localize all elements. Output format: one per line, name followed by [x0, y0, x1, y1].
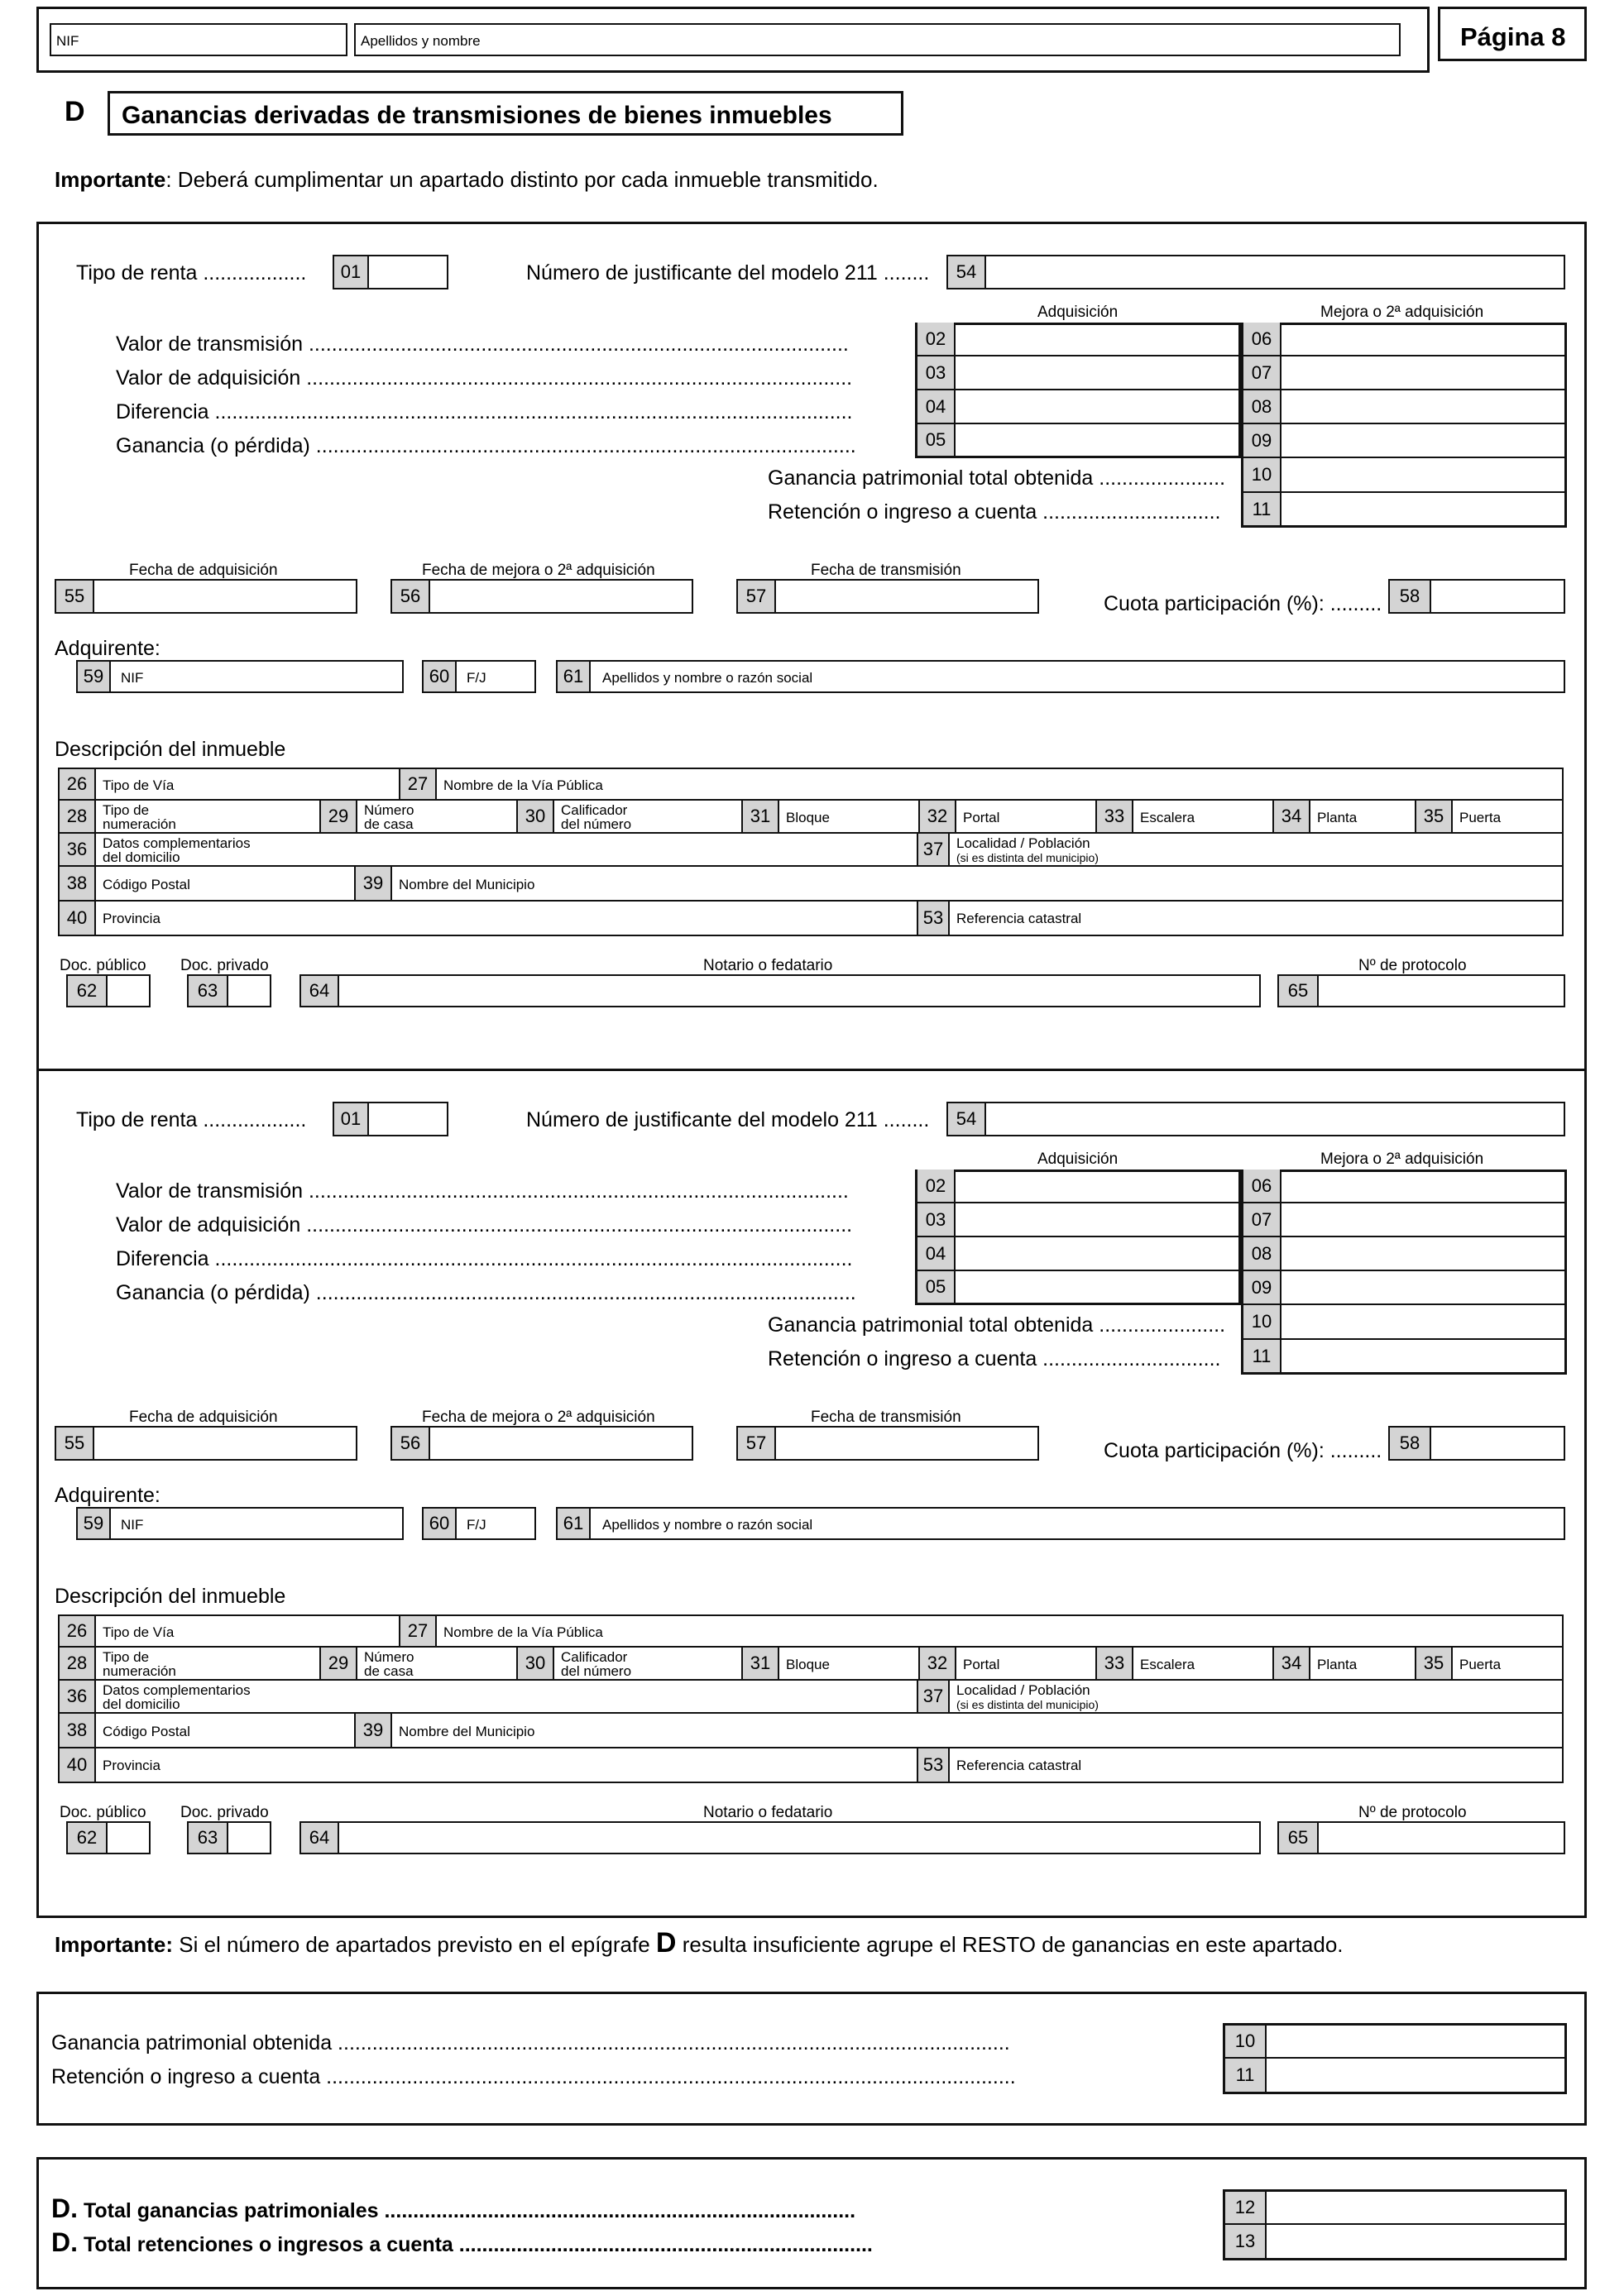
field-39[interactable]	[356, 1714, 1562, 1748]
planta-label: Planta	[1317, 1657, 1358, 1672]
code-06: 06	[1243, 1170, 1281, 1202]
code-32: 32	[920, 801, 956, 832]
code-38: 38	[60, 1714, 96, 1747]
code-55: 55	[56, 581, 94, 612]
section-title: Ganancias derivadas de transmisiones de bienes inmuebles	[122, 102, 832, 129]
bloque-label: Bloque	[786, 1657, 830, 1672]
codigo-postal-label: Código Postal	[103, 1724, 190, 1739]
nombre-via-label: Nombre de la Vía Pública	[443, 1624, 603, 1640]
total-ganancias-row	[51, 2195, 1210, 2222]
resto-code-10: 10	[1225, 2026, 1267, 2057]
code-35: 35	[1416, 1648, 1453, 1679]
numero-casa-line1: Número	[364, 1649, 414, 1665]
code-37: 37	[918, 834, 950, 865]
code-04: 04	[917, 390, 956, 423]
portal-label: Portal	[963, 1657, 1000, 1672]
fecha-adquisicion-label: Fecha de adquisición	[129, 1409, 278, 1426]
code-40: 40	[60, 1748, 96, 1782]
code-61: 61	[558, 662, 591, 691]
field-35[interactable]	[1416, 801, 1562, 834]
protocolo-label: Nº de protocolo	[1358, 1804, 1467, 1821]
field-12[interactable]	[1223, 2189, 1567, 2225]
code-64: 64	[301, 1823, 339, 1853]
field-54[interactable]	[946, 1102, 1565, 1136]
nombre-via-label: Nombre de la Vía Pública	[443, 777, 603, 793]
localidad-line2: (si es distinta del municipio)	[956, 1698, 1099, 1711]
code-31: 31	[743, 801, 779, 832]
field-01[interactable]	[333, 255, 448, 289]
code-34: 34	[1274, 801, 1310, 832]
important-bottom-text2: resulta insuficiente agrupe el RESTO de ganancias en este apartado.	[676, 1932, 1344, 1957]
field-30[interactable]	[518, 801, 743, 834]
code-36: 36	[60, 834, 96, 865]
datos-complementarios-line1: Datos complementarios	[103, 835, 251, 851]
localidad-line2: (si es distinta del municipio)	[956, 851, 1099, 864]
apellidos-razon-sublabel: Apellidos y nombre o razón social	[602, 1517, 813, 1533]
field-53[interactable]	[918, 1748, 1562, 1782]
field-58[interactable]	[1388, 1426, 1565, 1461]
name-field[interactable]	[354, 23, 1401, 56]
tipo-numeracion-line2: numeración	[103, 1663, 176, 1679]
code-10: 10	[1243, 1305, 1281, 1338]
important-bottom	[55, 1929, 1344, 1957]
code-60: 60	[424, 1509, 457, 1538]
code-07: 07	[1243, 356, 1281, 389]
field-03[interactable]	[915, 356, 1241, 390]
field-37[interactable]	[918, 834, 1562, 867]
localidad-line1: Localidad / Población	[956, 1682, 1090, 1698]
cuota-label: Cuota participación (%): .........	[1104, 1439, 1382, 1462]
referencia-catastral-label: Referencia catastral	[956, 1758, 1082, 1773]
code-56: 56	[392, 1428, 430, 1459]
field-63[interactable]	[187, 974, 271, 1007]
code-03: 03	[917, 356, 956, 389]
field-27[interactable]	[400, 1616, 1562, 1648]
code-56: 56	[392, 581, 430, 612]
code-29: 29	[321, 1648, 357, 1679]
localidad-line1: Localidad / Población	[956, 835, 1090, 851]
mejora-header: Mejora o 2ª adquisición	[1320, 1150, 1484, 1168]
code-04: 04	[917, 1237, 956, 1270]
ganancia-total-label: Ganancia patrimonial total obtenida ......................	[768, 466, 1226, 490]
important-bottom-letter: D	[655, 1927, 677, 1959]
field-55[interactable]	[55, 579, 357, 614]
total-retenciones-label: Total retenciones o ingresos a cuenta ........................................................................	[83, 2233, 873, 2255]
field-13[interactable]	[1223, 2225, 1567, 2260]
code-37: 37	[918, 1681, 950, 1712]
code-10: 10	[1243, 458, 1281, 491]
field-58[interactable]	[1388, 579, 1565, 614]
field-27[interactable]	[400, 769, 1562, 801]
resto-retencion-label: Retención o ingreso a cuenta ........................................................................................................................	[51, 2067, 1016, 2088]
field-29[interactable]	[321, 801, 518, 834]
code-02: 02	[917, 323, 956, 355]
adquirente-label: Adquirente:	[55, 637, 160, 660]
calificador-line1: Calificador	[561, 1649, 628, 1665]
field-07[interactable]	[1241, 356, 1567, 390]
code-03: 03	[917, 1203, 956, 1236]
bloque-label: Bloque	[786, 810, 830, 825]
code-39: 39	[356, 1714, 392, 1747]
code-65: 65	[1279, 976, 1319, 1006]
code-02: 02	[917, 1170, 956, 1202]
field-65[interactable]	[1277, 1821, 1565, 1854]
fj-sublabel: F/J	[467, 670, 486, 686]
code-53: 53	[918, 1748, 950, 1782]
field-33[interactable]	[1097, 801, 1274, 834]
tipo-numeracion-line2: numeración	[103, 816, 176, 832]
code-60: 60	[424, 662, 457, 691]
doc-publico-label: Doc. público	[60, 1804, 146, 1821]
valor-adquisicion-label: Valor de adquisición ...............................................................................................	[116, 1215, 853, 1236]
descripcion-label: Descripción del inmueble	[55, 738, 286, 761]
field-09[interactable]	[1241, 1271, 1567, 1305]
code-34: 34	[1274, 1648, 1310, 1679]
field-04[interactable]	[915, 1237, 1241, 1271]
field-64[interactable]	[299, 1821, 1261, 1854]
transmission-block-2	[0, 1069, 1624, 1918]
mejora-header: Mejora o 2ª adquisición	[1320, 304, 1484, 321]
transmission-block-1	[0, 222, 1624, 1071]
ganancia-total-label: Ganancia patrimonial total obtenida ......................	[768, 1313, 1226, 1337]
code-65: 65	[1279, 1823, 1319, 1853]
nif-sublabel: NIF	[121, 1517, 144, 1533]
code-62: 62	[68, 976, 108, 1006]
field-59[interactable]	[76, 660, 404, 693]
field-34[interactable]	[1274, 801, 1416, 834]
calificador-line2: del número	[561, 816, 632, 832]
field-57[interactable]	[736, 1426, 1039, 1461]
cuota-label: Cuota participación (%): .........	[1104, 592, 1382, 615]
field-56[interactable]	[390, 1426, 693, 1461]
code-26: 26	[60, 769, 96, 799]
resto-field-11[interactable]	[1223, 2059, 1567, 2094]
code-06: 06	[1243, 323, 1281, 355]
code-61: 61	[558, 1509, 591, 1538]
field-30[interactable]	[518, 1648, 743, 1681]
provincia-label: Provincia	[103, 1758, 160, 1773]
code-58: 58	[1390, 1428, 1431, 1459]
code-08: 08	[1243, 390, 1281, 423]
code-33: 33	[1097, 801, 1133, 832]
section-letter: D	[65, 96, 85, 127]
tipo-renta-label: Tipo de renta ..................	[76, 1108, 307, 1131]
tipo-renta-label: Tipo de renta ..................	[76, 261, 307, 285]
code-64: 64	[301, 976, 339, 1006]
code-31: 31	[743, 1648, 779, 1679]
num-justificante-label: Número de justificante del modelo 211 ........	[526, 1108, 930, 1131]
numero-casa-line2: de casa	[364, 1663, 414, 1679]
code-54: 54	[948, 1103, 986, 1135]
code-38: 38	[60, 867, 96, 900]
adquisicion-header: Adquisición	[1037, 304, 1119, 321]
total-retenciones-letter: D.	[51, 2229, 78, 2255]
code-63: 63	[189, 1823, 228, 1853]
important-bottom-bold: Importante:	[55, 1932, 173, 1957]
field-59[interactable]	[76, 1507, 404, 1540]
datos-complementarios-line2: del domicilio	[103, 1696, 180, 1712]
apellidos-razon-sublabel: Apellidos y nombre o razón social	[602, 670, 813, 686]
tipo-numeracion-line1: Tipo de	[103, 802, 150, 818]
total-ganancias-letter: D.	[51, 2195, 78, 2222]
code-01: 01	[334, 256, 369, 288]
field-08[interactable]	[1241, 1237, 1567, 1271]
escalera-label: Escalera	[1140, 1657, 1195, 1672]
field-29[interactable]	[321, 1648, 518, 1681]
field-09[interactable]	[1241, 424, 1567, 458]
fecha-transmision-label: Fecha de transmisión	[811, 1409, 961, 1426]
code-59: 59	[78, 662, 111, 691]
code-59: 59	[78, 1509, 111, 1538]
fecha-mejora-label: Fecha de mejora o 2ª adquisición	[422, 562, 655, 579]
code-30: 30	[518, 1648, 554, 1679]
field-37[interactable]	[918, 1681, 1562, 1714]
doc-privado-label: Doc. privado	[180, 1804, 269, 1821]
doc-privado-label: Doc. privado	[180, 957, 269, 974]
code-09: 09	[1243, 1271, 1281, 1303]
retencion-label: Retención o ingreso a cuenta ...............................	[768, 500, 1221, 524]
notario-label: Notario o fedatario	[703, 1804, 833, 1821]
field-36[interactable]	[60, 834, 918, 867]
field-60[interactable]	[422, 1507, 536, 1540]
field-62[interactable]	[66, 1821, 151, 1854]
total-retenciones-row	[51, 2229, 1210, 2255]
code-36: 36	[60, 1681, 96, 1712]
section-title-box	[108, 91, 903, 136]
page-number: Página 8	[1460, 22, 1566, 51]
nif-field[interactable]	[50, 23, 347, 56]
codigo-postal-label: Código Postal	[103, 877, 190, 892]
tipo-numeracion-line1: Tipo de	[103, 1649, 150, 1665]
num-justificante-label: Número de justificante del modelo 211 ........	[526, 261, 930, 285]
code-32: 32	[920, 1648, 956, 1679]
code-55: 55	[56, 1428, 94, 1459]
field-53[interactable]	[918, 902, 1562, 935]
important-top-text: : Deberá cumplimentar un apartado distinto por cada inmueble transmitido.	[165, 167, 879, 192]
field-10[interactable]	[1241, 1305, 1567, 1340]
important-top-bold: Importante	[55, 167, 166, 192]
field-62[interactable]	[66, 974, 151, 1007]
code-08: 08	[1243, 1237, 1281, 1270]
code-11: 11	[1243, 1340, 1281, 1372]
field-56[interactable]	[390, 579, 693, 614]
field-06[interactable]	[1241, 323, 1567, 356]
code-35: 35	[1416, 801, 1453, 832]
code-63: 63	[189, 976, 228, 1006]
valor-adquisicion-label: Valor de adquisición ...............................................................................................	[116, 368, 853, 389]
tipo-via-label: Tipo de Vía	[103, 1624, 175, 1640]
numero-casa-line2: de casa	[364, 816, 414, 832]
field-61[interactable]	[556, 660, 1565, 693]
nif-sublabel: NIF	[121, 670, 144, 686]
provincia-label: Provincia	[103, 911, 160, 926]
adquisicion-header: Adquisición	[1037, 1150, 1119, 1168]
code-13: 13	[1225, 2225, 1267, 2258]
fecha-adquisicion-label: Fecha de adquisición	[129, 562, 278, 579]
field-34[interactable]	[1274, 1648, 1416, 1681]
calificador-line2: del número	[561, 1663, 632, 1679]
code-54: 54	[948, 256, 986, 288]
field-28[interactable]	[60, 1648, 321, 1681]
field-55[interactable]	[55, 1426, 357, 1461]
field-61[interactable]	[556, 1507, 1565, 1540]
numero-casa-line1: Número	[364, 802, 414, 818]
field-10[interactable]	[1241, 458, 1567, 493]
field-36[interactable]	[60, 1681, 918, 1714]
retencion-label: Retención o ingreso a cuenta ...............................	[768, 1347, 1221, 1370]
code-26: 26	[60, 1616, 96, 1646]
valor-transmision-label: Valor de transmisión ..............................................................................................	[116, 1181, 849, 1202]
ganancia-label: Ganancia (o pérdida) ..............................................................................................	[116, 1283, 856, 1303]
important-top	[55, 169, 879, 190]
code-40: 40	[60, 902, 96, 935]
code-28: 28	[60, 1648, 96, 1679]
datos-complementarios-line1: Datos complementarios	[103, 1682, 251, 1698]
valor-transmision-label: Valor de transmisión ..............................................................................................	[116, 334, 849, 355]
field-11[interactable]	[1241, 493, 1567, 528]
field-11[interactable]	[1241, 1340, 1567, 1375]
field-06[interactable]	[1241, 1170, 1567, 1203]
code-29: 29	[321, 801, 357, 832]
total-ganancias-label: Total ganancias patrimoniales ..................................................................................	[83, 2199, 856, 2222]
code-05: 05	[917, 424, 956, 456]
field-31[interactable]	[743, 1648, 920, 1681]
field-03[interactable]	[915, 1203, 1241, 1237]
fj-sublabel: F/J	[467, 1517, 486, 1533]
protocolo-label: Nº de protocolo	[1358, 957, 1467, 974]
notario-label: Notario o fedatario	[703, 957, 833, 974]
field-38[interactable]	[60, 867, 356, 902]
field-05[interactable]	[915, 1271, 1241, 1305]
code-57: 57	[738, 1428, 776, 1459]
field-05[interactable]	[915, 424, 1241, 458]
nif-label: NIF	[56, 33, 79, 49]
field-32[interactable]	[920, 801, 1097, 834]
code-33: 33	[1097, 1648, 1133, 1679]
code-12: 12	[1225, 2192, 1267, 2223]
code-11: 11	[1243, 493, 1281, 525]
field-08[interactable]	[1241, 390, 1567, 424]
code-58: 58	[1390, 581, 1431, 612]
referencia-catastral-label: Referencia catastral	[956, 911, 1082, 926]
field-40[interactable]	[60, 1748, 918, 1782]
municipio-label: Nombre del Municipio	[399, 1724, 535, 1739]
municipio-label: Nombre del Municipio	[399, 877, 535, 892]
field-02[interactable]	[915, 1170, 1241, 1203]
field-39[interactable]	[356, 867, 1562, 902]
field-38[interactable]	[60, 1714, 356, 1748]
field-26[interactable]	[60, 1616, 400, 1648]
code-27: 27	[400, 769, 437, 799]
doc-publico-label: Doc. público	[60, 957, 146, 974]
field-35[interactable]	[1416, 1648, 1562, 1681]
code-07: 07	[1243, 1203, 1281, 1236]
field-32[interactable]	[920, 1648, 1097, 1681]
field-54[interactable]	[946, 255, 1565, 289]
code-53: 53	[918, 902, 950, 935]
diferencia-label: Diferencia ...............................................................................................................	[116, 402, 853, 423]
resto-code-11: 11	[1225, 2059, 1267, 2092]
field-01[interactable]	[333, 1102, 448, 1136]
field-60[interactable]	[422, 660, 536, 693]
field-33[interactable]	[1097, 1648, 1274, 1681]
code-09: 09	[1243, 424, 1281, 457]
field-04[interactable]	[915, 390, 1241, 424]
puerta-label: Puerta	[1459, 1657, 1502, 1672]
resto-ganancia-label: Ganancia patrimonial obtenida .....................................................................................................................	[51, 2033, 1010, 2054]
code-01: 01	[334, 1103, 369, 1135]
field-63[interactable]	[187, 1821, 271, 1854]
code-30: 30	[518, 801, 554, 832]
portal-label: Portal	[963, 810, 1000, 825]
fecha-mejora-label: Fecha de mejora o 2ª adquisición	[422, 1409, 655, 1426]
field-57[interactable]	[736, 579, 1039, 614]
code-62: 62	[68, 1823, 108, 1853]
puerta-label: Puerta	[1459, 810, 1502, 825]
ganancia-label: Ganancia (o pérdida) ..............................................................................................	[116, 436, 856, 457]
important-bottom-text1: Si el número de apartados previsto en el epígrafe	[173, 1932, 656, 1957]
code-39: 39	[356, 867, 392, 900]
field-40[interactable]	[60, 902, 918, 935]
fecha-transmision-label: Fecha de transmisión	[811, 562, 961, 579]
calificador-line1: Calificador	[561, 802, 628, 818]
page-number-box	[1438, 7, 1587, 61]
code-28: 28	[60, 801, 96, 832]
field-28[interactable]	[60, 801, 321, 834]
field-65[interactable]	[1277, 974, 1565, 1007]
field-31[interactable]	[743, 801, 920, 834]
field-07[interactable]	[1241, 1203, 1567, 1237]
field-02[interactable]	[915, 323, 1241, 356]
name-label: Apellidos y nombre	[361, 33, 481, 49]
diferencia-label: Diferencia ...............................................................................................................	[116, 1249, 853, 1270]
planta-label: Planta	[1317, 810, 1358, 825]
field-26[interactable]	[60, 769, 400, 801]
escalera-label: Escalera	[1140, 810, 1195, 825]
adquirente-label: Adquirente:	[55, 1484, 160, 1507]
tipo-via-label: Tipo de Vía	[103, 777, 175, 793]
field-64[interactable]	[299, 974, 1261, 1007]
resto-field-10[interactable]	[1223, 2023, 1567, 2059]
descripcion-label: Descripción del inmueble	[55, 1585, 286, 1608]
datos-complementarios-line2: del domicilio	[103, 849, 180, 865]
code-27: 27	[400, 1616, 437, 1646]
code-05: 05	[917, 1271, 956, 1303]
code-57: 57	[738, 581, 776, 612]
